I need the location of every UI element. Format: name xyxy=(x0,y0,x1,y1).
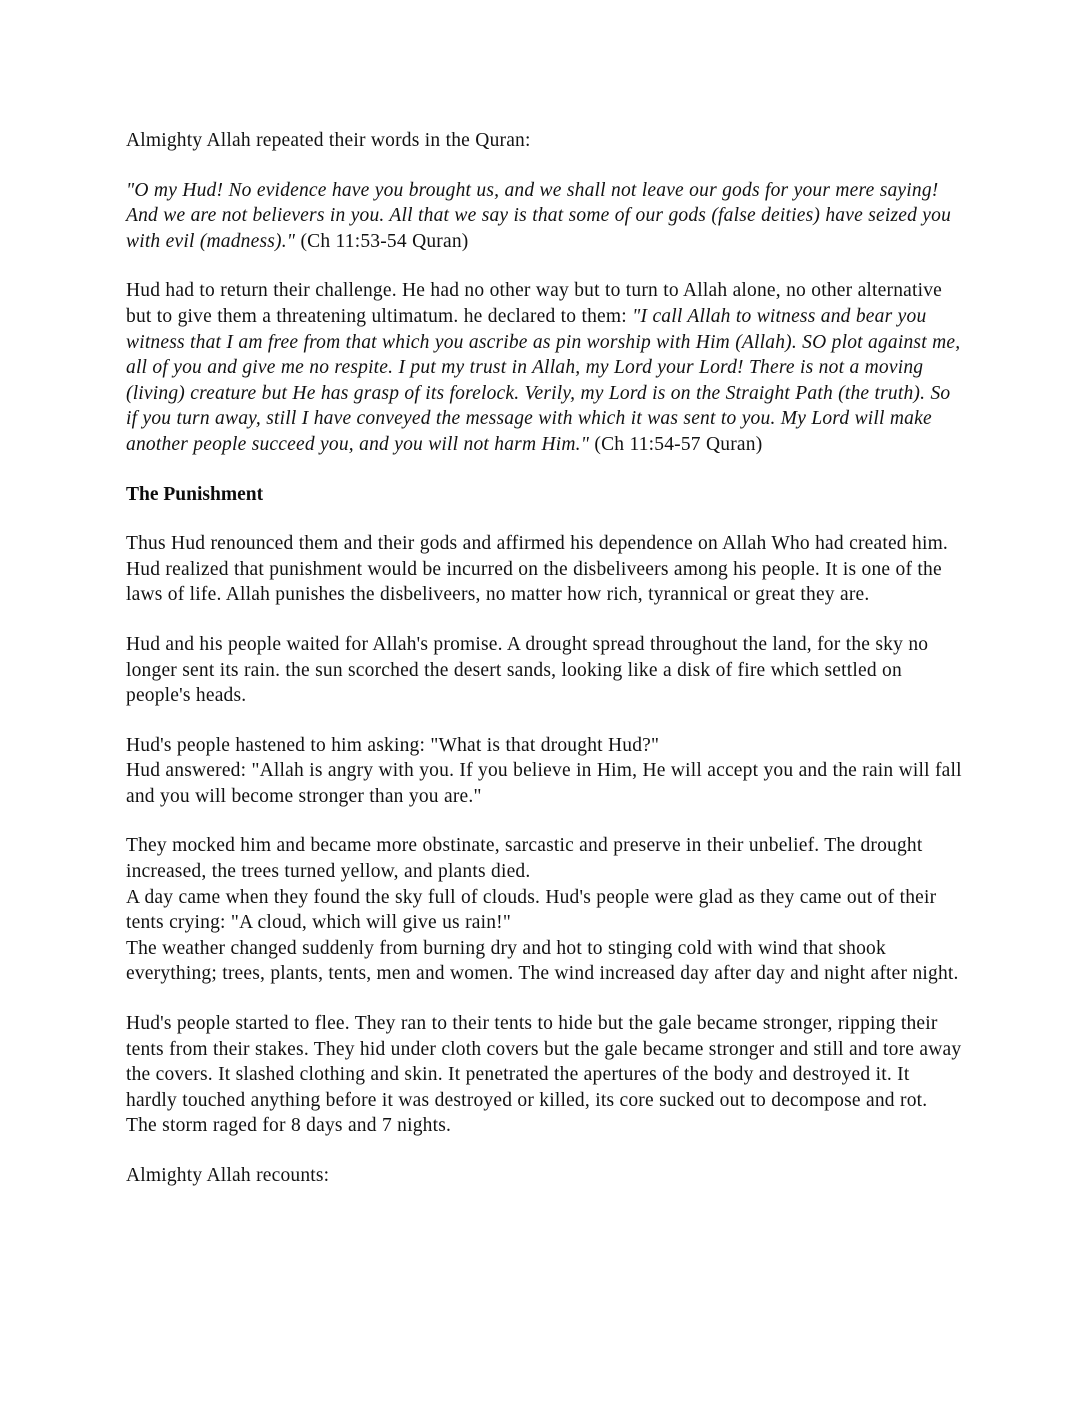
paragraph-hud-challenge xyxy=(126,278,962,457)
mockery-line-weather: The weather changed suddenly from burning dry and hot to stinging cold with wind that shook everything; trees, plants, tents, men and women. The wind increased day after day and night after night. xyxy=(126,937,959,985)
challenge-italic-quote: "I call Allah to witness and bear you witness that I am free from that which you ascribe as pin worship with Him (Allah). SO plot against me, all of you and give me no respite. I put my trust in Allah, my Lord your Lord! There is not a moving (living) creature but He has grasp of its forelock. Verily, my Lord is on the Straight Path (the truth). So if you turn away, still I have conveyed the message with which it was sent to you. My Lord will make another people succeed you, and you will not harm Him." xyxy=(126,305,961,455)
dialogue-line-question: Hud's people hastened to him asking: "What is that drought Hud?" xyxy=(126,734,660,756)
mockery-line-mocked: They mocked him and became more obstinate, sarcastic and preserve in their unbelief. The drought increased, the trees turned yellow, and plants died. xyxy=(126,835,923,883)
quote-citation: (Ch 11:53-54 Quran) xyxy=(295,230,469,252)
line-block-mockery xyxy=(126,833,962,987)
dialogue-line-answer: Hud answered: "Allah is angry with you. If you believe in Him, He will accept you and the rain will fall and you will become stronger than you are." xyxy=(126,760,962,807)
paragraph-storm: Hud's people started to flee. They ran to their tents to hide but the gale became stronger, ripping their tents from their stakes. They hid under cloth covers but the gale became stronger and still and tore away the covers. It slashed clothing and skin. It penetrated the apertures of the body and destroyed it. It hardly touched anything before it was destroyed or killed, its core sucked out to decompose and rot. The storm raged for 8 days and 7 nights. xyxy=(126,1013,962,1137)
paragraph-intro-line: Almighty Allah repeated their words in the Quran: xyxy=(126,130,531,151)
paragraph-recounts: Almighty Allah recounts: xyxy=(126,1165,330,1186)
challenge-citation: (Ch 11:54-57 Quran) xyxy=(589,433,763,455)
mockery-line-clouds: A day came when they found the sky full of clouds. Hud's people were glad as they came out of their tents crying: "A cloud, which will give us rain!" xyxy=(126,886,937,934)
paragraph-quran-quote-1 xyxy=(126,178,962,255)
section-heading-punishment: The Punishment xyxy=(126,483,264,505)
challenge-roman-lead: Hud had to return their challenge. He had no other way but to turn to Allah alone, no other alternative but to give them a threatening ultimatum. he declared to them: xyxy=(126,280,943,327)
paragraph-renounced: Thus Hud renounced them and their gods and affirmed his dependence on Allah Who had created him. Hud realized that punishment would be incurred on the disbeliveers among his people. It is one of the laws of life. Allah punishes the disbeliveers, no matter how rich, tyrannical or great they are. xyxy=(126,533,949,606)
text-column xyxy=(126,128,962,1213)
paragraph-drought: Hud and his people waited for Allah's promise. A drought spread throughout the land, for the sky no longer sent its rain. the sun scorched the desert sands, looking like a disk of fire which settled on people's heads. xyxy=(126,633,929,707)
line-block-dialogue xyxy=(126,733,962,810)
quote-italic-text: "O my Hud! No evidence have you brought us, and we shall not leave our gods for your mere saying! And we are not believers in you. All that we say is that some of our gods (false deities) have seized you with evil (madness)." xyxy=(126,179,952,252)
